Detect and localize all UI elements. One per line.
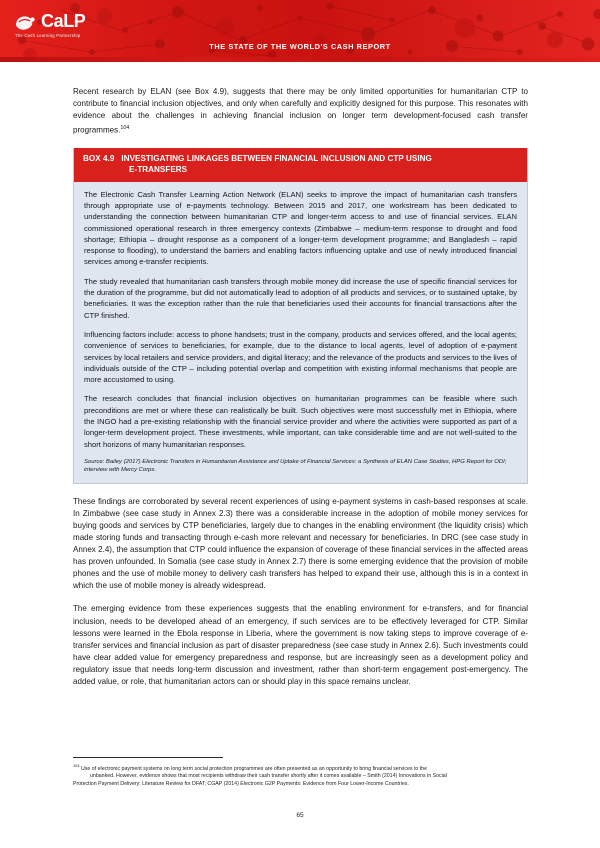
- page-header-band: [0, 0, 600, 62]
- callout-box-title-line1: INVESTIGATING LINKAGES BETWEEN FINANCIAL INCLUSION AND CTP USING: [121, 154, 432, 164]
- footnote-marker: 104: [73, 762, 80, 768]
- callout-paragraph: The study revealed that humanitarian cash transfers through mobile money did increase the use of specific financial services for the duration of the programme, but did not automatically lead to adoption of all products and services, or to sustained uptake, by beneficiaries. It was the exception rather than the rule that beneficiaries used their accounts for financial transactions after the CTP finished.: [84, 276, 517, 320]
- callout-box-4-9: [73, 148, 528, 484]
- footnote-ref-104: 104: [120, 125, 130, 132]
- footnote-area: [73, 757, 528, 788]
- callout-box-number: BOX 4.9: [83, 154, 115, 164]
- footnote-line-2: unbanked. However, evidence shows that most recipients withdraw their cash transfer shortly after it comes available – Smith (2014) Innovations in Social: [90, 773, 447, 780]
- body-paragraph: The emerging evidence from these experiences suggests that the enabling environment for e-transfers, and for financial inclusion, needs to be developed ahead of an emergency, if such services are to be effectively leveraged for CTP. Similar lessons were learned in the Ebola response in Liberia, where the government is now taking steps to improve coverage of e-transfer services and financial inclusion as part of disaster preparedness (see case study in Annex 2.6). Such investments could have clear added value for emergency preparedness and response, but are increasingly seen as a development policy and regulatory issue that needs long-term discussion and investment, rather than short-term engagement post-emergency. The added value, or role, that humanitarian actors can or should play in this space remains unclear.: [73, 604, 528, 686]
- callout-paragraph: Influencing factors include: access to phone handsets; trust in the company, products and services offered, and the local agents; convenience of services to beneficiaries, for example, due to the distance to local agents, level of adoption of e-payment services by local retailers and service providers, and digital literacy; and the relevance of the products and services to the lives of individuals outside of the CTP – including potential overlap and competition with existing informal mechanisms that people are more accustomed to using.: [84, 329, 517, 385]
- callout-paragraph: The Electronic Cash Transfer Learning Action Network (ELAN) seeks to improve the impact of humanitarian cash transfers through appropriate use of e-payments technology. Between 2015 and 2017, one workstream has been dedicated to understanding the connection between humanitarian CTP and longer-term access to and use of financial services. ELAN commissioned operational research in three emergency contexts (Zimbabwe – medium-term response to drought and food shortage; Ethiopia – drought response as a component of a longer-term development programme; and Bangladesh – rapid response to flooding), to understand the barriers and enabling factors influencing uptake and use of newly introduced financial services among e-transfer recipients.: [84, 189, 517, 267]
- calp-logo: [14, 11, 98, 45]
- footnote-line-3: Protection Payment Delivery: Literature Review for DFAT; CGAP (2014) Electronic G2P Payments: Evidence from Four Lower-Income Countries.: [73, 780, 409, 787]
- body-paragraph: These findings are corroborated by several recent experiences of using e-payment systems in cash-based responses at scale. In Zimbabwe (see case study in Annex 2.3) there was a considerable increase in the adoption of mobile money services for buying goods and services by CTP beneficiaries, largely due to changes in the enabling environment (the liquidity crisis) which made storing funds and transacting through e-cash more relevant and necessary for beneficiaries. In DRC (see case study in Annex 2.4), the assumption that CTP could influence the expansion of coverage of these financial services in the affected areas has proven unfounded. In Somalia (see case study in Annex 2.7) there is some emerging evidence that the provision of mobile phones and the use of mobile money to delivery cash transfers has helped to expand their use, although this is in a context in which the use of mobile money is already widespread.: [73, 496, 528, 591]
- calp-wordmark: CaLP: [41, 11, 86, 31]
- page-number: 65: [296, 812, 304, 819]
- report-title: THE STATE OF THE WORLD'S CASH REPORT: [209, 42, 391, 51]
- header-bottom-rule: [0, 57, 600, 62]
- callout-box-body: [74, 182, 527, 483]
- footnote-line-1: Use of electronic payment systems on long term social protection programmes are often presented as an opportunity to bring financial services to the: [81, 765, 428, 772]
- page-content: [73, 86, 528, 699]
- calp-swoosh-icon: [14, 13, 40, 33]
- callout-paragraph: The research concludes that financial inclusion objectives on humanitarian programmes can be feasible where such preconditions are met or where these can realistically be built. Such objectives were most successfully met in Ethiopia, where the INGO had a pre-existing relationship with the financial service provider and where the activities were supported as part of a longer-term development project. These investments, while important, can take considerable time and are not well-suited to the short horizons of many humanitarian responses.: [84, 394, 517, 449]
- footnote-divider: [73, 757, 223, 758]
- callout-box-header: [74, 148, 527, 182]
- callout-box-title-line2: E-TRANSFERS: [129, 165, 188, 175]
- intro-paragraph-text: Recent research by ELAN (see Box 4.9), suggests that there may be only limited opportunities for humanitarian CTP to contribute to financial inclusion objectives, and only when carefully and explicitly designed for this purpose. This resonates with evidence about the challenges in achieving financial inclusion on longer term development-focused cash transfer programmes.: [73, 87, 528, 135]
- intro-paragraph: [73, 86, 528, 137]
- footnote-104: [73, 762, 528, 789]
- calp-tagline: The Cash Learning Partnership: [15, 33, 81, 38]
- callout-source-citation: Source: Bailey (2017) Electronic Transfers in Humanitarian Assistance and Uptake of Financial Services: a Synthesis of ELAN Case Studies, HPG Report for ODI; interview with Mercy Corps.: [84, 458, 507, 474]
